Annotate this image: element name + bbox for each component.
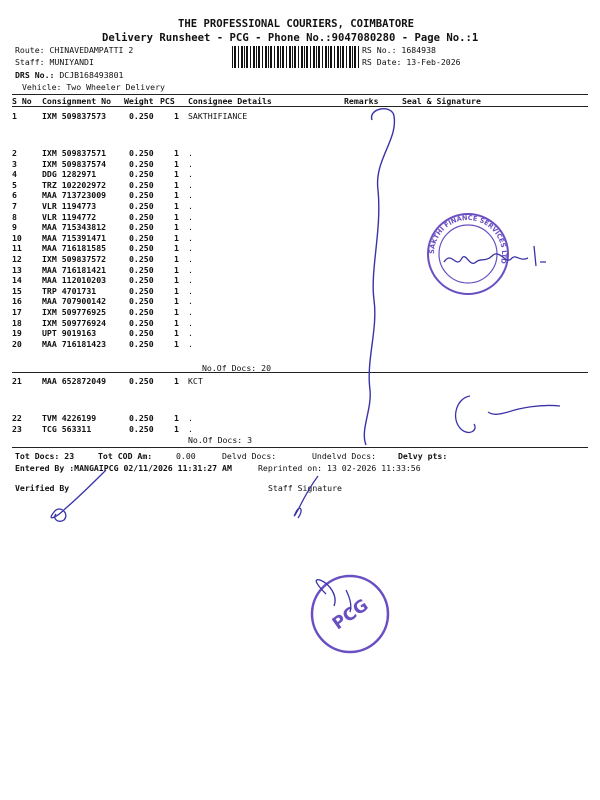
total-cod-value: 0.00 [176, 451, 196, 461]
row-weight: 0.250 [129, 243, 154, 254]
row-consignee-details: . [188, 243, 193, 254]
row-sno: 10 [12, 232, 22, 243]
row-consignment-no: VLR 1194772 [42, 211, 97, 222]
row-weight: 0.250 [129, 111, 154, 121]
pcg-stamp-text: PCG [328, 595, 373, 635]
row-weight: 0.250 [129, 285, 154, 296]
row-weight: 0.250 [129, 201, 154, 211]
row-consignment-no: TRP 4701731 [42, 285, 97, 296]
pcg-stamp [312, 576, 388, 652]
row-sno: 19 [12, 328, 22, 339]
row-consignee-details: . [188, 211, 193, 222]
row-pcs: 1 [174, 201, 179, 211]
row-weight: 0.250 [129, 413, 154, 423]
row-pcs: 1 [174, 179, 179, 190]
row-weight: 0.250 [129, 328, 154, 339]
row-pcs: 1 [174, 424, 179, 434]
row-pcs: 1 [174, 111, 179, 121]
row-consignee-details: . [188, 307, 193, 317]
row-pcs: 1 [174, 376, 179, 386]
row-sno: 17 [12, 307, 22, 317]
row-consignment-no: IXM 509776924 [42, 317, 107, 328]
row-consignee-details: . [188, 232, 193, 243]
row-consignment-no: VLR 1194773 [42, 201, 97, 211]
row-pcs: 1 [174, 222, 179, 233]
row-sno: 5 [12, 179, 17, 190]
row-consignee-details: . [188, 254, 193, 264]
row-weight: 0.250 [129, 296, 154, 307]
row-consignment-no: TRZ 102202972 [42, 179, 107, 190]
group-total-1: No.Of Docs: 20 [202, 363, 272, 373]
row-sno: 8 [12, 211, 17, 222]
row-consignment-no: IXM 509776925 [42, 307, 107, 317]
entered-by: Entered By :MANGAIPCG 02/11/2026 11:31:27 AM [15, 463, 232, 473]
col-sno: S No [12, 96, 32, 106]
row-weight: 0.250 [129, 254, 154, 264]
row-weight: 0.250 [129, 307, 154, 317]
svg-text:SAKTHI FINANCE SERVICES LTD [428, 214, 508, 265]
row-consignee-details: . [188, 169, 193, 180]
row-consignee-details: . [188, 328, 193, 339]
route-label: Route: CHINAVEDAMPATTI 2 [15, 45, 134, 55]
row-sno: 14 [12, 275, 22, 286]
staff-signature [294, 476, 318, 518]
col-pcs: PCS [160, 96, 175, 106]
row-consignment-no: DDG 1282971 [42, 169, 97, 180]
row-consignee-details: . [188, 148, 193, 158]
row-weight: 0.250 [129, 158, 154, 169]
staff-label: Staff: MUNIYANDI [15, 57, 94, 67]
row-sno: 2 [12, 148, 17, 158]
row-pcs: 1 [174, 158, 179, 169]
row-pcs: 1 [174, 232, 179, 243]
col-consignee: Consignee Details [188, 96, 272, 106]
row-weight: 0.250 [129, 232, 154, 243]
group-total-2: No.Of Docs: 3 [188, 435, 253, 445]
row-consignee-details: . [188, 338, 193, 349]
row-consignment-no: TCG 563311 [42, 424, 92, 434]
row-sno: 7 [12, 201, 17, 211]
row-consignment-no: TVM 4226199 [42, 413, 97, 423]
row-sno: 20 [12, 338, 22, 349]
runsheet-title: Delivery Runsheet - PCG - Phone No.:9047080280 - Page No.:1 [102, 32, 479, 44]
row-pcs: 1 [174, 211, 179, 222]
row-pcs: 1 [174, 264, 179, 275]
row-sno: 11 [12, 243, 22, 254]
row-sno: 21 [12, 376, 22, 386]
total-docs: Tot Docs: 23 [15, 451, 75, 461]
drs-label: DRS No.: [15, 70, 55, 80]
row-pcs: 1 [174, 254, 179, 264]
row-pcs: 1 [174, 243, 179, 254]
row21-signature [456, 396, 560, 432]
row-pcs: 1 [174, 275, 179, 286]
col-weight: Weight [124, 96, 154, 106]
row-sno: 1 [12, 111, 17, 121]
remarks-pen-line [364, 109, 394, 445]
col-consignment: Consignment No [42, 96, 112, 106]
row-consignee-details: . [188, 317, 193, 328]
verified-by-label: Verified By [15, 483, 70, 493]
row-weight: 0.250 [129, 211, 154, 222]
row-consignment-no: MAA 112010203 [42, 275, 107, 286]
row-consignee-details: . [188, 275, 193, 286]
row-pcs: 1 [174, 338, 179, 349]
row-consignee-details: SAKTHIFIANCE [188, 111, 248, 121]
row-sno: 16 [12, 296, 22, 307]
row-consignee-details: . [188, 285, 193, 296]
row-weight: 0.250 [129, 338, 154, 349]
row-weight: 0.250 [129, 376, 154, 386]
rs-number: RS No.: 1684938 [362, 45, 436, 55]
row-weight: 0.250 [129, 222, 154, 233]
row-pcs: 1 [174, 190, 179, 201]
row-sno: 23 [12, 424, 22, 434]
row-consignment-no: MAA 707900142 [42, 296, 107, 307]
row-weight: 0.250 [129, 275, 154, 286]
row-consignment-no: MAA 715391471 [42, 232, 107, 243]
row-weight: 0.250 [129, 148, 154, 158]
vehicle-label: Vehicle: Two Wheeler Delivery [22, 82, 165, 92]
row-weight: 0.250 [129, 264, 154, 275]
drs-value: DCJB168493801 [59, 70, 124, 80]
row-weight: 0.250 [129, 169, 154, 180]
row-weight: 0.250 [129, 179, 154, 190]
row-consignment-no: MAA 716181421 [42, 264, 107, 275]
staff-signature-label: Staff Signature [268, 483, 342, 493]
company-name: THE PROFESSIONAL COURIERS, COIMBATORE [178, 18, 414, 30]
round-seal-text: SAKTHI FINANCE SERVICES LTD [427, 213, 509, 265]
row-consignment-no: MAA 715343812 [42, 222, 107, 233]
verified-by-signature [51, 470, 106, 521]
row-sno: 4 [12, 169, 17, 180]
row-consignee-details: . [188, 158, 193, 169]
row-pcs: 1 [174, 169, 179, 180]
reprinted-on: Reprinted on: 13 02-2026 11:33:56 [258, 463, 421, 473]
row-weight: 0.250 [129, 424, 154, 434]
row-pcs: 1 [174, 285, 179, 296]
rs-date: RS Date: 13-Feb-2026 [362, 57, 461, 67]
row-consignee-details: . [188, 222, 193, 233]
col-seal-signature: Seal & Signature [402, 96, 481, 106]
row-consignee-details: . [188, 296, 193, 307]
row-consignment-no: IXM 509837573 [42, 111, 107, 121]
row-consignee-details: KCT [188, 376, 203, 386]
row-consignment-no: IXM 509837574 [42, 158, 107, 169]
col-remarks: Remarks [344, 96, 379, 106]
row-pcs: 1 [174, 413, 179, 423]
row-pcs: 1 [174, 296, 179, 307]
row-consignment-no: UPT 9019163 [42, 328, 97, 339]
row-sno: 15 [12, 285, 22, 296]
row-consignment-no: IXM 509837571 [42, 148, 107, 158]
row-sno: 12 [12, 254, 22, 264]
row-pcs: 1 [174, 148, 179, 158]
row-pcs: 1 [174, 328, 179, 339]
row-pcs: 1 [174, 317, 179, 328]
row-consignee-details: . [188, 179, 193, 190]
row-sno: 18 [12, 317, 22, 328]
row-consignment-no: MAA 713723009 [42, 190, 107, 201]
row-sno: 22 [12, 413, 22, 423]
undelivered-docs: Undelvd Docs: [312, 451, 377, 461]
delivered-docs: Delvd Docs: [222, 451, 277, 461]
row-sno: 6 [12, 190, 17, 201]
total-cod-label: Tot COD Am: [98, 451, 153, 461]
row-weight: 0.250 [129, 190, 154, 201]
row-sno: 13 [12, 264, 22, 275]
row-consignee-details: . [188, 424, 193, 434]
row-consignee-details: . [188, 201, 193, 211]
row-consignee-details: . [188, 413, 193, 423]
row-sno: 3 [12, 158, 17, 169]
row-consignee-details: . [188, 264, 193, 275]
row-consignment-no: IXM 509837572 [42, 254, 107, 264]
row-consignee-details: . [188, 190, 193, 201]
row-pcs: 1 [174, 307, 179, 317]
row-consignment-no: MAA 652872049 [42, 376, 107, 386]
row-consignment-no: MAA 716181585 [42, 243, 107, 254]
row-weight: 0.250 [129, 317, 154, 328]
delivery-points: Delvy pts: [398, 451, 448, 461]
row-consignment-no: MAA 716181423 [42, 338, 107, 349]
row-sno: 9 [12, 222, 17, 233]
